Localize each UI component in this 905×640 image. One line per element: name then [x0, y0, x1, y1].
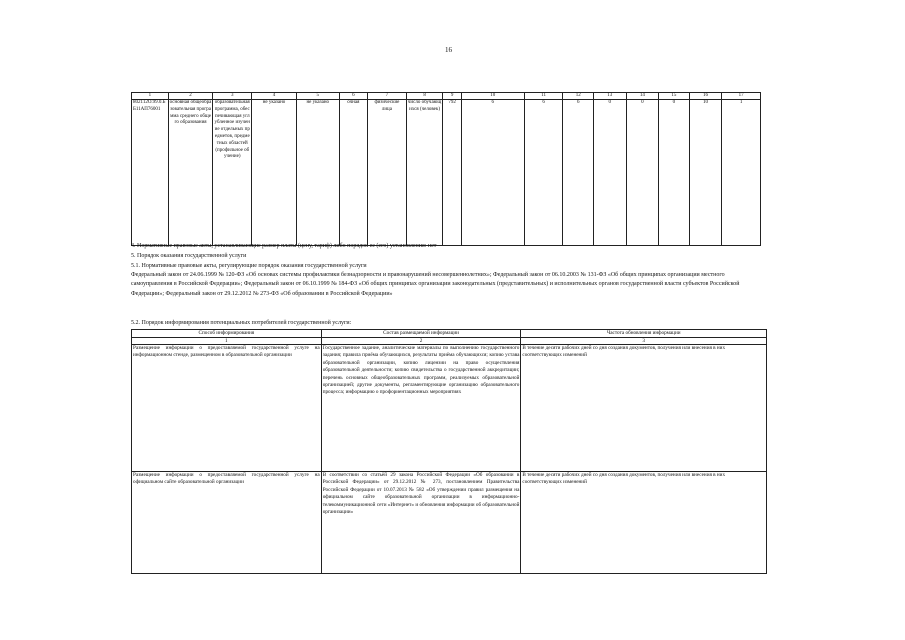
table-cell: не указано — [296, 100, 339, 246]
program-content-cell: образовательная программа, обеспечивающая углубленное изучение отдельных предметов, предметных областей (профильное обучение) — [213, 100, 252, 246]
table1-col-number: 9 — [443, 93, 461, 100]
table1-col-number: 10 — [461, 93, 524, 100]
table2-number-row — [132, 337, 767, 345]
paragraph-5-1: 5.1. Нормативные правовые акты, регулирующие порядок оказания государственной услуги — [131, 263, 367, 269]
value-cell: 6 — [461, 100, 524, 246]
table2-col-number: 1 — [132, 337, 322, 345]
informing-method-cell: Размещение информации о предоставляемой государственной услуге на информационном стенде, размещенном в образовательной организации — [132, 345, 322, 472]
value-cell: 0 — [659, 100, 690, 246]
paragraph-5-2: 5.2. Порядок информирования потенциальных потребителей государственной услуги: — [131, 320, 352, 326]
table1-col-number: 8 — [406, 93, 443, 100]
value-cell: 10 — [689, 100, 722, 246]
table1-col-number: 14 — [626, 93, 659, 100]
paragraph-5: 5. Порядок оказания государственной услуги — [131, 253, 247, 259]
quality-indicators-table — [131, 92, 761, 246]
table1-col-number: 6 — [339, 93, 367, 100]
table2-col-number: 2 — [321, 337, 521, 345]
table2-col-number: 3 — [521, 337, 767, 345]
table1-col-number: 5 — [296, 93, 339, 100]
unit-code-cell: 792 — [443, 100, 461, 246]
value-cell: 0 — [594, 100, 627, 246]
table2-header-row — [132, 330, 767, 338]
table1-data-row — [132, 100, 761, 246]
paragraph-4: 4. Нормативные правовые акты, устанавливающие размер платы (цену, тариф) либо порядок ее (его) установления: нет — [131, 243, 437, 249]
table1-col-number: 12 — [563, 93, 594, 100]
value-cell: 0 — [626, 100, 659, 246]
table1-col-number: 16 — [689, 93, 722, 100]
informing-table — [131, 329, 767, 574]
registry-number-cell: 802112О.99.0.ББ11АП76001 — [132, 100, 169, 246]
form-of-study-cell: очная — [339, 100, 367, 246]
legal-acts-text: Федеральный закон от 24.06.1999 № 120-ФЗ «Об основах системы профилактики безнадзорности и правонарушений несовершеннолетних»; Федеральный закон от 06.10.2003 № 131-ФЗ «Об общих принципах организации местного самоуправления в Российской Федерации»; Федеральный закон от 06.10.1999 № 184-ФЗ «Об общих принципах организации законодательных (представительных) и исполнительных органов государственной власти субъектов Российской Федерации»; Федеральный закон от 29.12.2012 № 273-ФЗ «Об образовании в Российской Федерации» — [131, 272, 740, 297]
table1-col-number: 1 — [132, 93, 169, 100]
indicator-name-cell: число обучающихся (человек) — [406, 100, 443, 246]
value-cell: 6 — [524, 100, 563, 246]
information-content-cell: В соответствии со статьёй 29 закона Российской Федерации «Об образовании в Российской Федерации» от 29.12.2012 № 273, постановлением Правительства Российской Федерации от 10.07.2013 № 582 «Об утверждении правил размещения на официальном сайте образовательной организации в информационно-телекоммуникационной сети «Интернет» и обновления информации об образовательной организации» — [321, 472, 521, 574]
table2-header-content: Состав размещаемой информации — [321, 330, 521, 338]
value-cell: 6 — [563, 100, 594, 246]
table1-col-number: 3 — [213, 93, 252, 100]
table-row — [132, 472, 767, 574]
table1-col-number: 2 — [168, 93, 213, 100]
table2-header-frequency: Частота обновления информации — [521, 330, 767, 338]
table1-col-number: 13 — [594, 93, 627, 100]
table1-col-number: 17 — [722, 93, 761, 100]
table1-col-number: 11 — [524, 93, 563, 100]
value-cell: 1 — [722, 100, 761, 246]
table1-header-row — [132, 93, 761, 100]
table1-col-number: 15 — [659, 93, 690, 100]
table-cell: не указано — [252, 100, 297, 246]
table2-header-method: Способ информирования — [132, 330, 322, 338]
program-type-cell: основная общеобразовательная программа среднего общего образования — [168, 100, 213, 246]
informing-method-cell: Размещение информации о предоставляемой государственной услуге на официальном сайте образовательной организации — [132, 472, 322, 574]
update-frequency-cell: В течение десяти рабочих дней со дня создания документов, получения или внесения в них соответствующих изменений — [521, 345, 767, 472]
consumer-category-cell: физические лица — [368, 100, 407, 246]
table1-col-number: 4 — [252, 93, 297, 100]
table1-col-number: 7 — [368, 93, 407, 100]
table-row — [132, 345, 767, 472]
update-frequency-cell: В течение десяти рабочих дней со дня создания документов, получения или внесения в них соответствующих изменений — [521, 472, 767, 574]
information-content-cell: Государственное задание, аналитические материалы по выполнению государственного задания; правила приёма обучающихся, результаты приёма обучающихся; копию устава образовательной организации, копию лицензии на право осуществления образовательной деятельности; копию свидетельства о государственной аккредитации; перечень основных общеобразовательных программ, реализуемых образовательной организацией; другие документы, регламентирующие организацию образовательного процесса; информацию о профориентационных мероприятиях — [321, 345, 521, 472]
page-number: 16 — [445, 46, 452, 54]
